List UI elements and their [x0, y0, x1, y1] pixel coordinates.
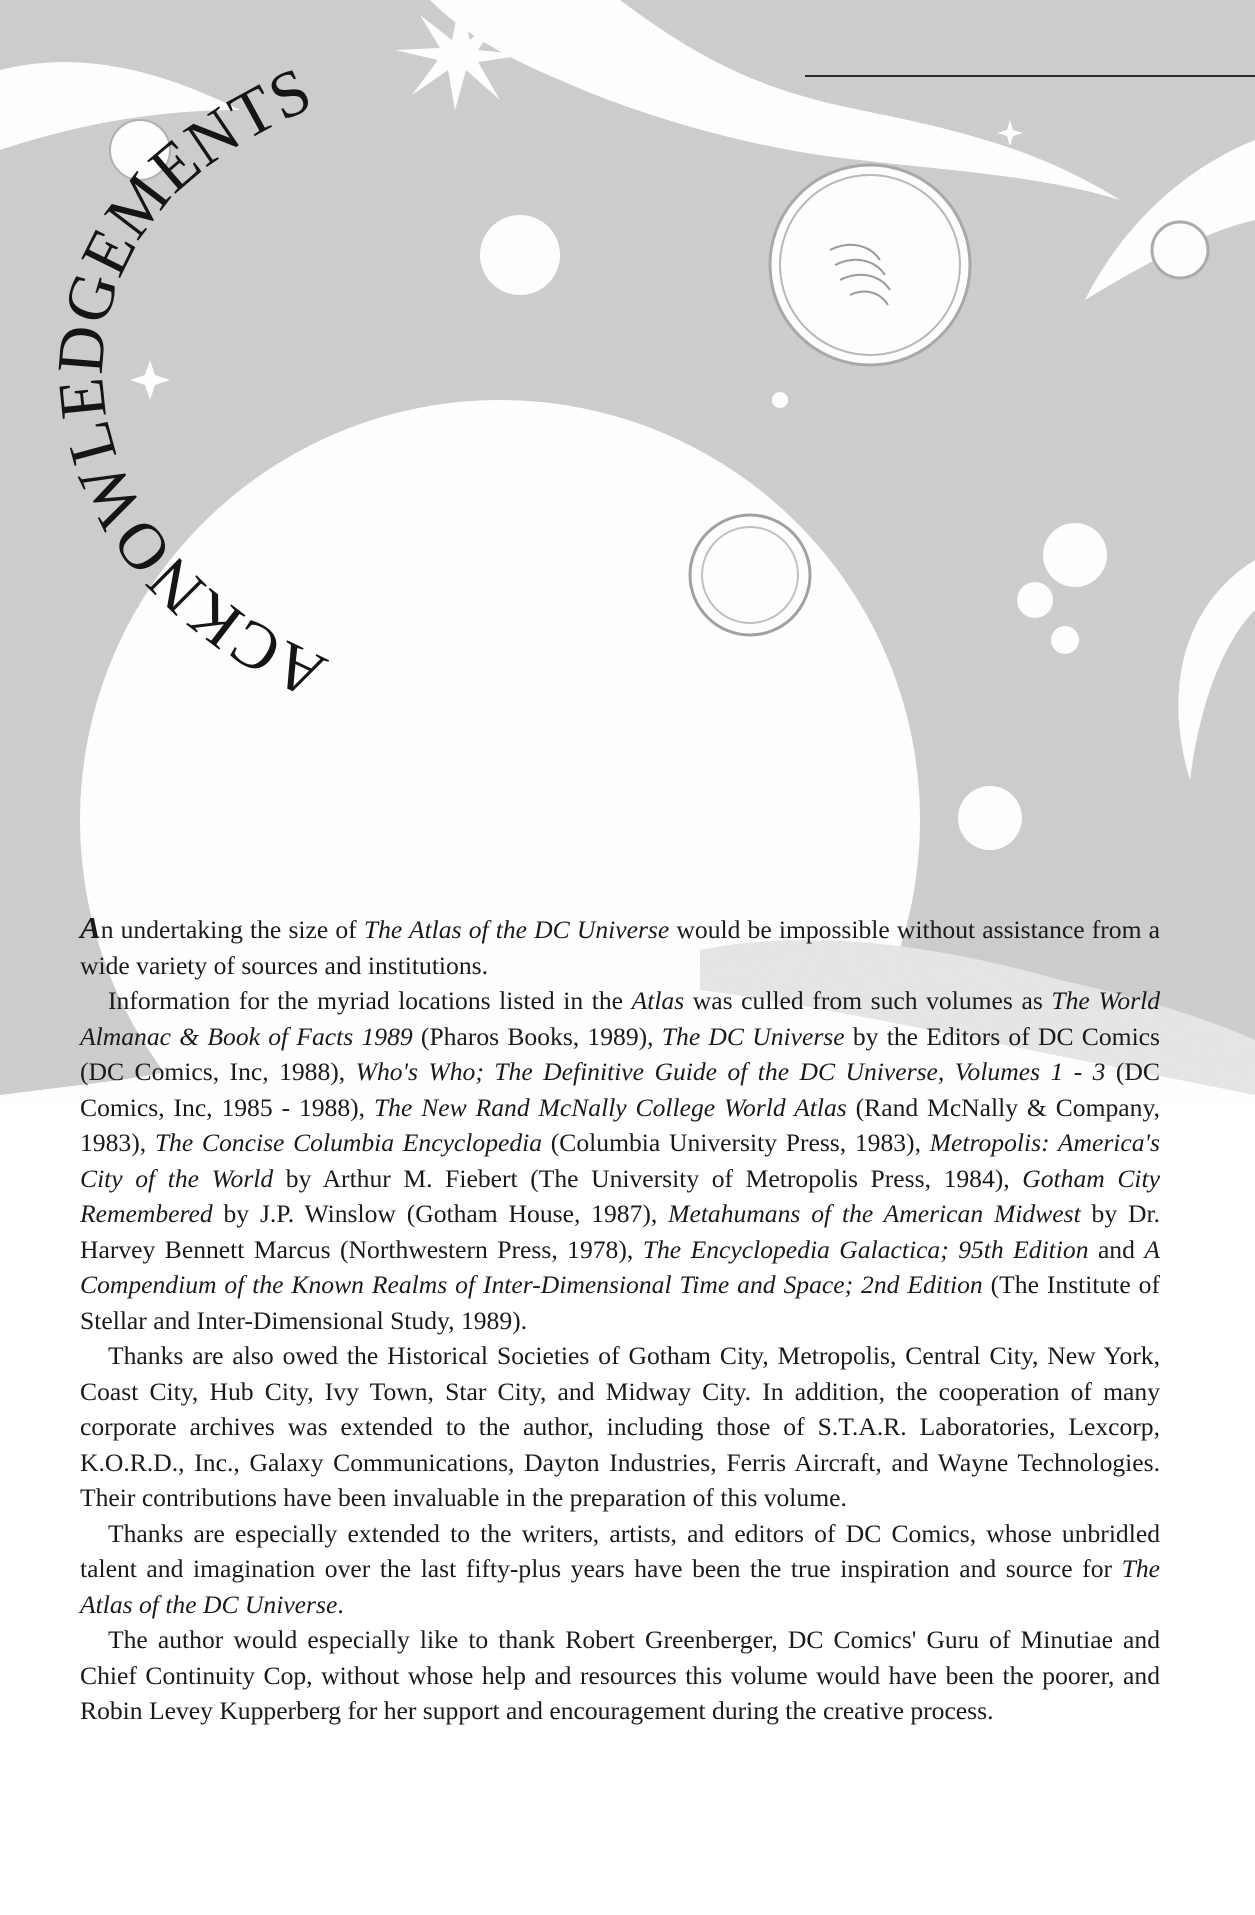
text-run: Information for the myriad locations listed in the [108, 986, 632, 1015]
text-run: The author would especially like to thank Robert Greenberger, DC Comics' Guru of Minutiae and Chief Continuity Cop, without whose help and resources this volume would have been the poorer, and Robin Levey Kupperberg for her support and encouragement during the creative process. [80, 1625, 1160, 1725]
title-reference: Gotham City Remembered [80, 1163, 1160, 1228]
text-run: by Arthur M. Fiebert (The University of Metropolis Press, 1984), [273, 1163, 1023, 1193]
text-run: . [337, 1589, 344, 1619]
text-run: Thanks are also owed the Historical Societies of Gotham City, Metropolis, Central City, New York, Coast City, Hub City, Ivy Town, Star City, and Midway City. In addition, the cooperation of many corporate archives was extended to the author, including those of S.T.A.R. Laboratories, Lexcorp, K.O.R.D., Inc., Galaxy Communications, Dayton Industries, Ferris Aircraft, and Wayne Technologies. Their contributions have been invaluable in the preparation of this volume. [80, 1341, 1160, 1512]
title-reference: The Encyclopedia Galactica; 95th Edition [642, 1234, 1089, 1264]
title-reference: The Atlas of the DC Universe [363, 915, 670, 944]
text-run: (Rand McNally & Company, 1983), [80, 1092, 1160, 1157]
title-reference: The New Rand McNally College World Atlas [373, 1092, 847, 1122]
title-reference: Atlas [631, 986, 685, 1015]
drop-cap: A [80, 910, 101, 945]
title-reference: The DC Universe [661, 1021, 845, 1051]
page-title: ACKNOWLEDGEMENTS [43, 53, 337, 713]
text-run: and [1088, 1234, 1145, 1264]
text-run: would be impossible without assistance from a wide variety of sources and institutions. [80, 915, 1161, 980]
title-reference: Metahumans of the American Midwest [668, 1199, 1081, 1228]
text-run: (Columbia University Press, 1983), [542, 1128, 930, 1157]
paragraph [80, 1516, 1160, 1623]
text-run: by J.P. Winslow (Gotham House, 1987), [212, 1199, 669, 1228]
paragraph [80, 1338, 1160, 1516]
title-reference: Who's Who; The Definitive Guide of the DC Universe, Volumes 1 - 3 [355, 1057, 1106, 1086]
text-run: (Pharos Books, 1989), [412, 1021, 662, 1051]
paragraph [80, 910, 1160, 983]
title-reference: The Atlas of the DC Universe [80, 1554, 1160, 1619]
heading-graphic [0, 0, 1255, 900]
acknowledgements-body [80, 910, 1160, 1729]
title-reference: A Compendium of the Known Realms of Inter-Dimensional Time and Space; 2nd Edition [80, 1234, 1160, 1299]
text-run: (DC Comics, Inc, 1985 - 1988), [80, 1057, 1160, 1122]
title-reference: Metropolis: America's City of the World [80, 1128, 1160, 1193]
paragraph [80, 1622, 1160, 1729]
text-run: was culled from such volumes as [684, 986, 1052, 1015]
title-reference: The Concise Columbia Encyclopedia [154, 1128, 543, 1157]
text-run: Thanks are especially extended to the writers, artists, and editors of DC Comics, whose unbridled talent and imagination over the last fifty-plus years have been the true inspiration and source for [80, 1518, 1160, 1583]
paragraph [80, 983, 1160, 1338]
text-run: by Dr. Harvey Bennett Marcus (Northwestern Press, 1978), [80, 1199, 1160, 1264]
text-run: n undertaking the size of [100, 915, 364, 944]
text-run: (The Institute of Stellar and Inter-Dimensional Study, 1989). [80, 1270, 1160, 1335]
text-run: by the Editors of DC Comics (DC Comics, Inc, 1988), [80, 1021, 1161, 1086]
title-reference: The World Almanac & Book of Facts 1989 [80, 986, 1160, 1051]
